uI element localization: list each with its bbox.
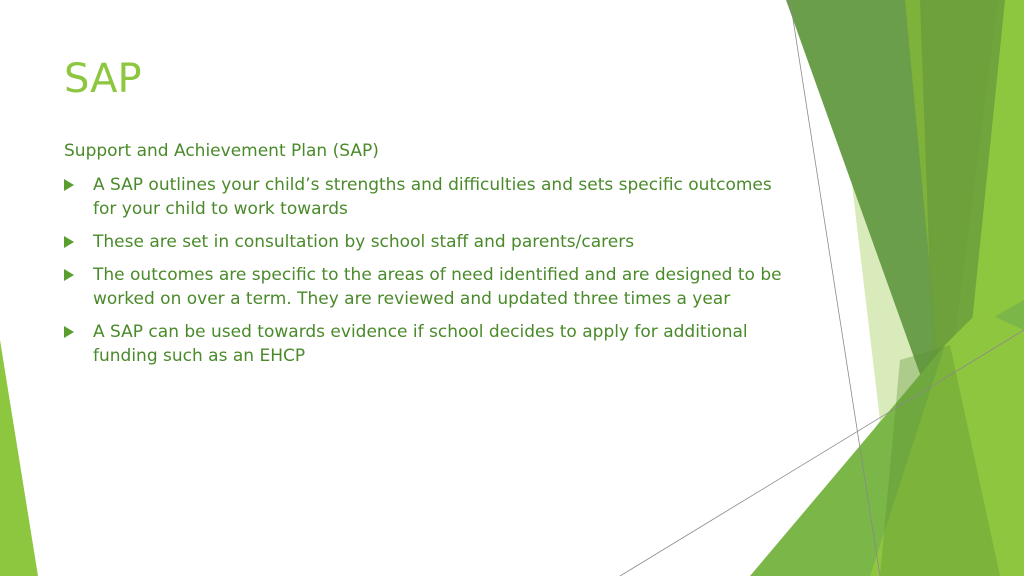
bullet-text: The outcomes are specific to the areas of need identified and are designed to be worked on over a term. They are reviewed and updated three times a year <box>93 265 782 309</box>
triangle-right-icon <box>64 263 93 281</box>
triangle-right-icon <box>64 320 93 338</box>
bullet-text: A SAP outlines your child’s strengths and difficulties and sets specific outcomes for your child to work towards <box>93 175 772 219</box>
bullet-item <box>64 230 784 254</box>
triangle-right-icon <box>64 173 93 191</box>
left-accent-shape <box>0 340 38 576</box>
bullet-item <box>64 173 784 221</box>
slide-subtitle: Support and Achievement Plan (SAP) <box>64 141 379 161</box>
bullet-item <box>64 320 784 368</box>
bullet-text: A SAP can be used towards evidence if school decides to apply for additional funding such as an EHCP <box>93 322 748 366</box>
slide-title: SAP <box>64 56 142 102</box>
bullet-list <box>64 173 784 377</box>
triangle-right-icon <box>64 230 93 248</box>
bullet-text: These are set in consultation by school staff and parents/carers <box>93 232 635 252</box>
bullet-item <box>64 263 784 311</box>
